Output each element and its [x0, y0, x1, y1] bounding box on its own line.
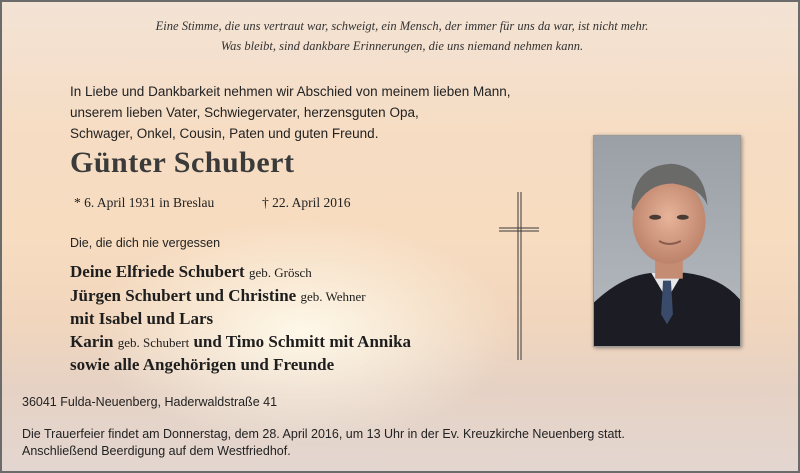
intro-line-2: unserem lieben Vater, Schwiegervater, herzensguten Opa, — [70, 105, 419, 120]
birth-date: * 6. April 1931 in Breslau — [74, 195, 215, 210]
mourner-row — [70, 308, 490, 331]
funeral-info — [22, 426, 782, 460]
quote-line-1: Eine Stimme, die uns vertraut war, schweigt, ein Mensch, der immer für uns da war, ist nicht mehr. — [155, 19, 649, 33]
cross-icon — [499, 192, 539, 360]
deceased-name: Günter Schubert — [70, 146, 295, 179]
maiden-name: geb. Wehner — [300, 288, 366, 304]
farewell-intro — [70, 81, 530, 144]
mourner-name: Deine Elfriede Schubert — [70, 262, 245, 281]
mourner-row — [70, 261, 490, 285]
maiden-name: geb. Schubert — [117, 334, 190, 350]
maiden-name: geb. Grösch — [248, 265, 312, 280]
portrait-photo — [593, 135, 741, 347]
mourner-name: Jürgen Schubert und Christine — [70, 285, 297, 305]
mourner-row — [70, 285, 490, 309]
memorial-quote — [2, 16, 800, 56]
mourner-row — [70, 354, 490, 377]
mourner-name: mit Isabel und Lars — [70, 309, 214, 328]
intro-line-1: In Liebe und Dankbarkeit nehmen wir Abschied von meinem lieben Mann, — [70, 84, 511, 99]
funeral-line-2: Anschließend Beerdigung auf dem Westfriedhof. — [22, 444, 291, 458]
family-address: 36041 Fulda-Neuenberg, Haderwaldstraße 41 — [22, 395, 278, 409]
funeral-line-1: Die Trauerfeier findet am Donnerstag, dem 28. April 2016, um 13 Uhr in der Ev. Kreuzkirche Neuenberg statt. — [22, 427, 625, 441]
mourner-name: Karin — [70, 331, 114, 351]
mourners-lead: Die, die dich nie vergessen — [70, 236, 221, 250]
mourner-name-cont: und Timo Schmitt mit Annika — [193, 331, 412, 351]
intro-line-3: Schwager, Onkel, Cousin, Paten und guten Freund. — [70, 126, 379, 141]
mourner-name: sowie alle Angehörigen und Freunde — [70, 355, 335, 374]
quote-line-2: Was bleibt, sind dankbare Erinnerungen, die uns niemand nehmen kann. — [220, 39, 584, 53]
mourner-row — [70, 331, 490, 355]
death-date: † 22. April 2016 — [262, 195, 351, 210]
mourners-list — [70, 261, 490, 377]
